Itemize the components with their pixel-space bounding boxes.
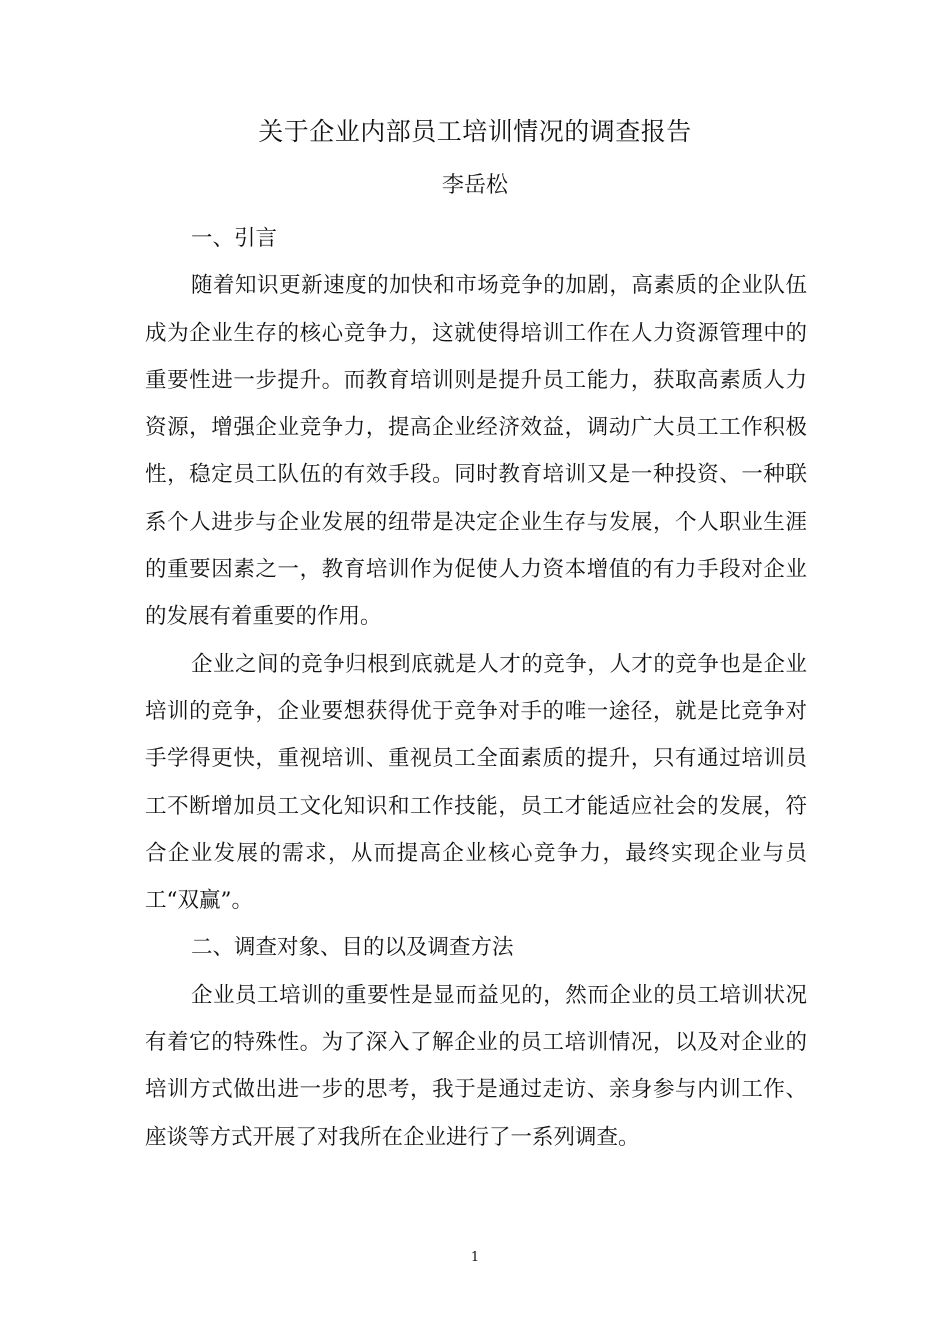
section-heading-introduction: 一、引言: [191, 226, 278, 251]
paragraph: 企业之间的竞争归根到底就是人才的竞争，人才的竞争也是企业培训的竞争，企业要想获得优于竞争对手的唯一途径，就是比竞争对手学得更快，重视培训、重视员工全面素质的提升，只有通过培训员工不断增加员工文化知识和工作技能，员工才能适应社会的发展，符合企业发展的需求，从而提高企业核心竞争力，最终实现企业与员工“双赢”。: [145, 651, 807, 914]
document-title: 关于企业内部员工培训情况的调查报告: [258, 117, 692, 146]
paragraph: 随着知识更新速度的加快和市场竞争的加剧，高素质的企业队伍成为企业生存的核心竞争力，这就使得培训工作在人力资源管理中的重要性进一步提升。而教育培训则是提升员工能力，获取高素质人力资源，增强企业竞争力，提高企业经济效益，调动广大员工工作积极性，稳定员工队伍的有效手段。同时教育培训又是一种投资、一种联系个人进步与企业发展的纽带是决定企业生存与发展，个人职业生涯的重要因素之一，教育培训作为促使人力资本增值的有力手段对企业的发展有着重要的作用。: [145, 273, 807, 630]
page-number: 1: [470, 1250, 480, 1265]
paragraph: 企业员工培训的重要性是显而益见的，然而企业的员工培训状况有着它的特殊性。为了深入了解企业的员工培训情况，以及对企业的培训方式做出进一步的思考，我于是通过走访、亲身参与内训工作、座谈等方式开展了对我所在企业进行了一系列调查。: [145, 982, 807, 1150]
document-body: [145, 215, 807, 1161]
document-author: 李岳松: [441, 173, 508, 198]
section-heading-survey-methods: 二、调查对象、目的以及调查方法: [191, 935, 514, 961]
